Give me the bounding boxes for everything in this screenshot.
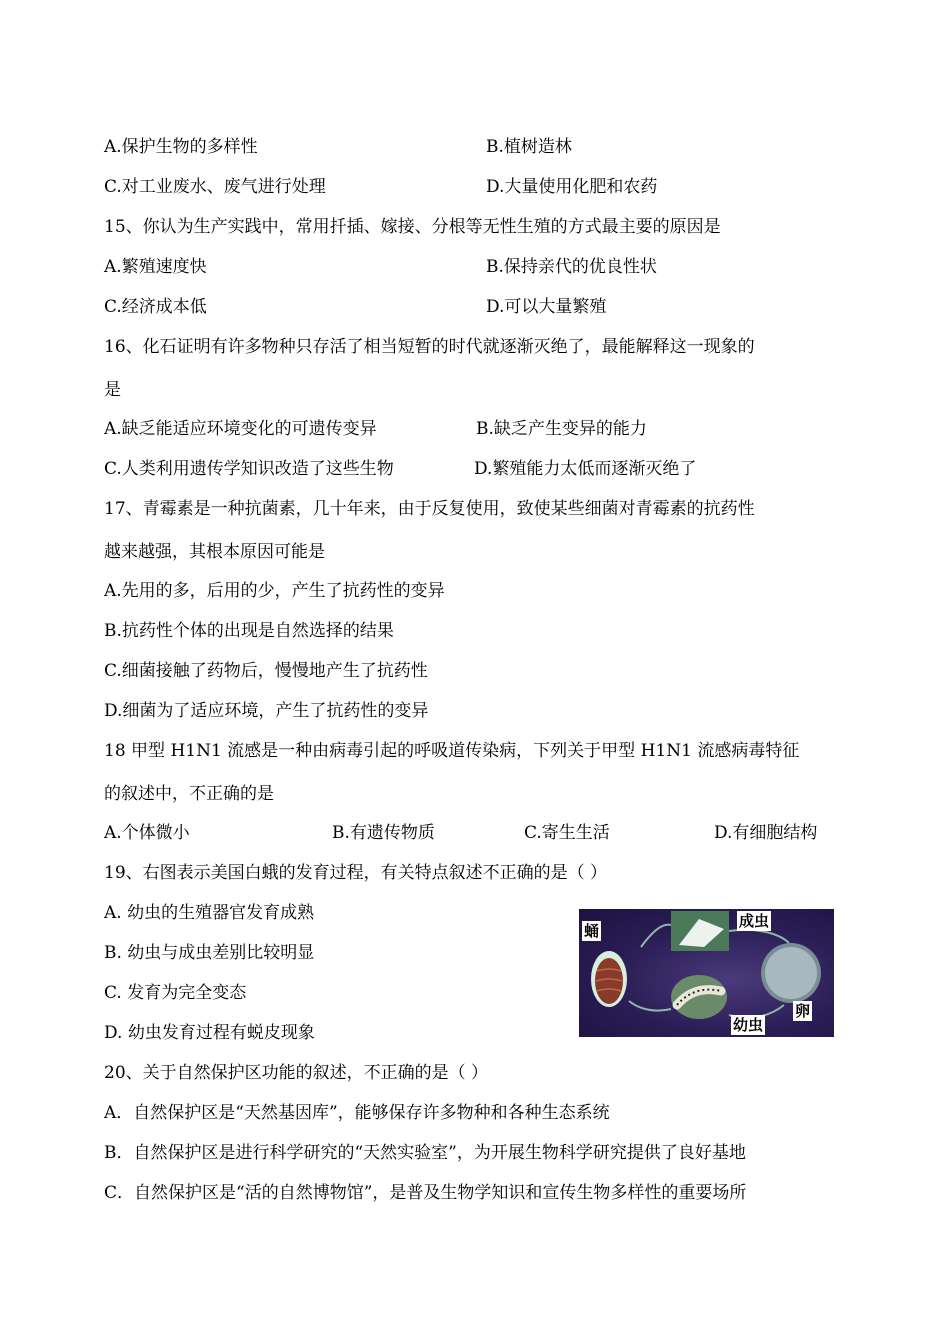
q17-option-a: A.先用的多，后用的少，产生了抗药性的变异 (104, 581, 445, 601)
q17-stem-line1: 17、青霉素是一种抗菌素，几十年来，由于反复使用，致使某些细菌对青霉素的抗药性 (104, 499, 755, 519)
q15-option-d: D.可以大量繁殖 (486, 297, 607, 317)
q15-stem: 15、你认为生产实践中，常用扦插、嫁接、分根等无性生殖的方式最主要的原因是 (104, 217, 721, 237)
arrow-adult-to-egg (729, 930, 789, 943)
label-pupa: 蛹 (584, 922, 600, 940)
q17-option-b: B.抗药性个体的出现是自然选择的结果 (104, 621, 394, 641)
q20-option-a: A．自然保护区是“天然基因库”，能够保存许多物种和各种生态系统 (104, 1103, 610, 1123)
q19-option-a: A. 幼虫的生殖器官发育成熟 (104, 903, 315, 923)
q16-option-a: A.缺乏能适应环境变化的可遗传变异 (104, 419, 377, 439)
label-larva: 幼虫 (733, 1016, 764, 1034)
q15-option-b: B.保持亲代的优良性状 (486, 257, 657, 277)
q18-option-c: C.寄生生活 (524, 823, 610, 843)
q16-option-d: D.繁殖能力太低而逐渐灭绝了 (474, 459, 697, 479)
q14-option-d: D.大量使用化肥和农药 (486, 177, 658, 197)
q14-option-a: A.保护生物的多样性 (104, 137, 258, 157)
egg-cluster (765, 947, 817, 999)
q15-option-c: C.经济成本低 (104, 297, 207, 317)
q16-option-b: B.缺乏产生变异的能力 (476, 419, 647, 439)
q18-stem-line1: 18 甲型 H1N1 流感是一种由病毒引起的呼吸道传染病，下列关于甲型 H1N1 流感病毒特征 (104, 741, 800, 761)
q20-option-c: C．自然保护区是“活的自然博物馆”，是普及生物学知识和宣传生物多样性的重要场所 (104, 1183, 747, 1203)
q16-stem-line1: 16、化石证明有许多物种只存活了相当短暂的时代就逐渐灭绝了，最能解释这一现象的 (104, 337, 755, 357)
q20-stem: 20、关于自然保护区功能的叙述，不正确的是（ ） (104, 1063, 489, 1083)
moth-life-cycle-figure (579, 909, 834, 1037)
q19-option-b: B. 幼虫与成虫差别比较明显 (104, 943, 315, 963)
q16-option-c: C.人类利用遗传学知识改造了这些生物 (104, 459, 394, 479)
label-adult: 成虫 (739, 912, 770, 930)
label-egg: 卵 (795, 1002, 811, 1020)
q18-stem-line2: 的叙述中，不正确的是 (104, 784, 274, 804)
q15-option-a: A.繁殖速度快 (104, 257, 207, 277)
q18-option-d: D.有细胞结构 (714, 823, 818, 843)
arrow-larva-to-pupa (629, 1001, 671, 1011)
q14-option-c: C.对工业废水、废气进行处理 (104, 177, 326, 197)
q17-option-d: D.细菌为了适应环境，产生了抗药性的变异 (104, 701, 429, 721)
q19-option-c: C. 发育为完全变态 (104, 983, 247, 1003)
q18-option-b: B.有遗传物质 (332, 823, 435, 843)
q20-option-b: B．自然保护区是进行科学研究的“天然实验室”，为开展生物科学研究提供了良好基地 (104, 1143, 746, 1163)
arrow-pupa-to-adult (641, 925, 671, 947)
q14-option-b: B.植树造林 (486, 137, 572, 157)
q18-option-a: A.个体微小 (104, 823, 190, 843)
pupa-shape (595, 958, 623, 1004)
q19-option-d: D. 幼虫发育过程有蜕皮现象 (104, 1023, 315, 1043)
q17-option-c: C.细菌接触了药物后，慢慢地产生了抗药性 (104, 661, 428, 681)
q19-stem: 19、右图表示美国白蛾的发育过程，有关特点叙述不正确的是（ ） (104, 863, 608, 883)
q17-stem-line2: 越来越强，其根本原因可能是 (104, 542, 325, 562)
q16-stem-line2: 是 (104, 380, 121, 400)
